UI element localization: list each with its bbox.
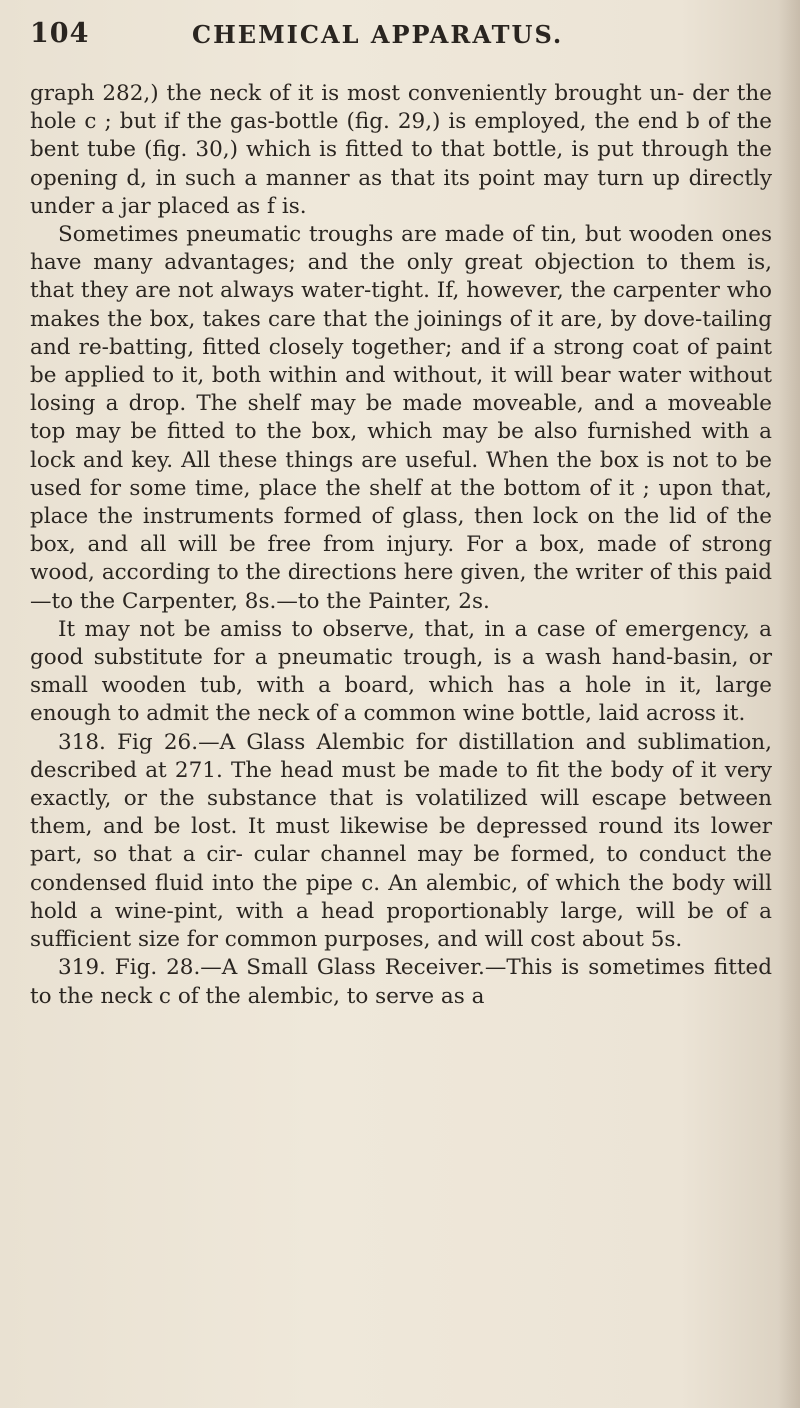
- running-title: CHEMICAL APPARATUS.: [192, 20, 564, 49]
- paragraph-glass-alembic: 318. Fig 26.—A Glass Alembic for distillation and sublimation, described at 271. The head must be made to fit the body of it very exactly, or the substance that is volatilized will escape between them, and be lost. It must likewise be depressed round its lower part, so that a cir- cular channel may be formed, to conduct the condensed fluid into the pipe c. An alembic, of which the body will hold a wine-pint, with a head proportionably large, will be of a sufficient size for common purposes, and will cost about 5s.: [30, 729, 772, 953]
- paragraph-small-glass-receiver: 319. Fig. 28.—A Small Glass Receiver.—This is sometimes fitted to the neck c of the alembic, to serve as a: [30, 955, 772, 1009]
- page-edge-shadow: [778, 0, 800, 1408]
- paragraph-pneumatic-troughs: Sometimes pneumatic troughs are made of tin, but wooden ones have many advantages; and the only great objection to them is, that they are not always water-tight. If, however, the carpenter who makes the box, takes care that the joinings of it are, by dove-tailing and re-batting, fitted closely together; and if a strong coat of paint be applied to it, both within and without, it will bear water without losing a drop. The shelf may be made moveable, and a moveable top may be fitted to the box, which may be also furnished with a lock and key. All these things are useful. When the box is not to be used for some time, place the shelf at the bottom of it ; upon that, place the instruments formed of glass, then lock on the lid of the box, and all will be free from injury. For a box, made of strong wood, according to the directions here given, the writer of this paid—to the Carpenter, 8s.—to the Painter, 2s.: [30, 222, 772, 614]
- running-header: [30, 18, 770, 54]
- body-text: [30, 80, 772, 1011]
- paragraph-substitute-trough: It may not be amiss to observe, that, in a case of emergency, a good substitute for a pneumatic trough, is a wash hand-basin, or small wooden tub, with a board, which has a hole in it, large enough to admit the neck of a common wine bottle, laid across it.: [30, 616, 772, 727]
- page-number: 104: [30, 18, 90, 49]
- paragraph-continued: graph 282,) the neck of it is most conveniently brought un- der the hole c ; but if the gas-bottle (fig. 29,) is employed, the end b of the bent tube (fig. 30,) which is fitted to that bottle, is put through the opening d, in such a manner as that its point may turn up directly under a jar placed as f is.: [30, 81, 772, 219]
